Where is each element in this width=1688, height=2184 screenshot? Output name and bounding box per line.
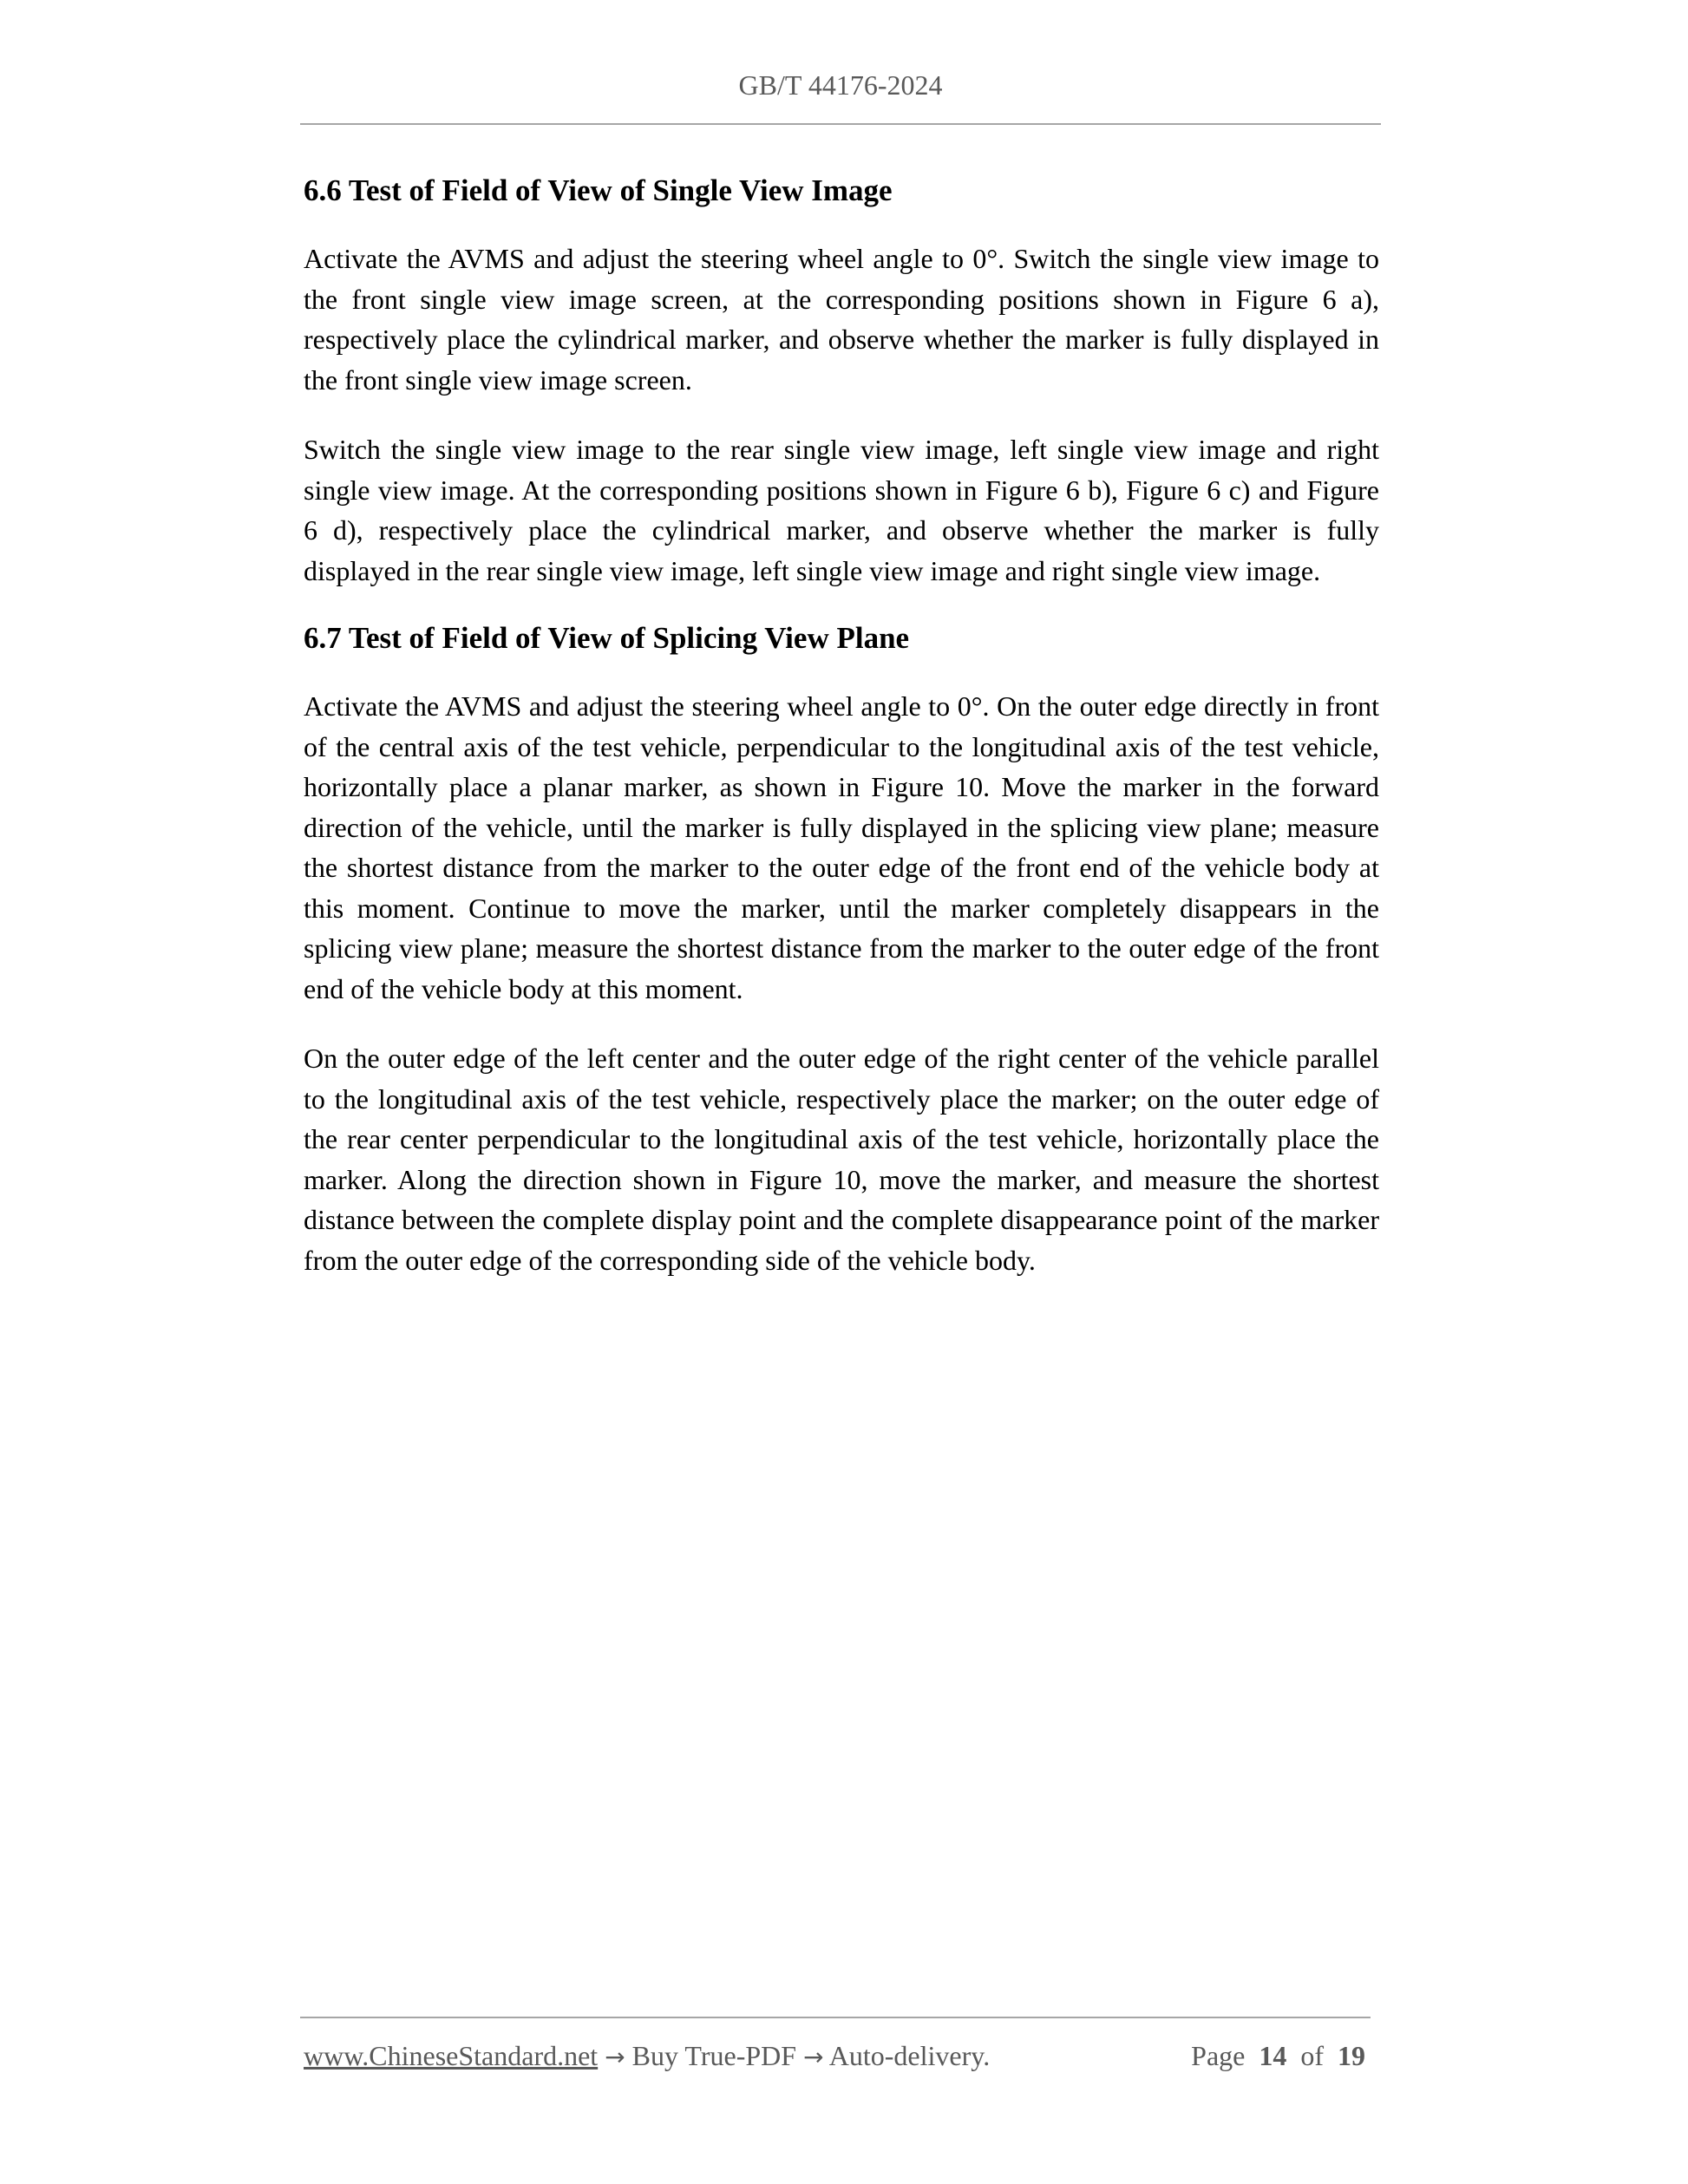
auto-delivery-text: Auto-delivery.: [828, 2040, 991, 2071]
arrow-right-icon: →: [605, 2043, 625, 2071]
document-id: GB/T 44176-2024: [738, 69, 943, 101]
page-header: [300, 68, 1381, 102]
footer-divider: [300, 2017, 1371, 2018]
page-footer: [304, 2037, 1371, 2075]
total-pages: 19: [1338, 2040, 1365, 2071]
page-number: [1191, 2037, 1365, 2075]
document-body: [304, 169, 1379, 1280]
section-6-6-paragraph-1: Activate the AVMS and adjust the steering wheel angle to 0°. Switch the single view image to the front single view image screen, at the corresponding positions shown in Figure 6 a), respectively place the cylindrical marker, and observe whether the marker is fully displayed in the front single view image screen.: [304, 243, 1379, 396]
arrow-right-icon: →: [803, 2043, 824, 2071]
section-6-7-paragraph-1: Activate the AVMS and adjust the steering wheel angle to 0°. On the outer edge directly in front of the central axis of the test vehicle, perpendicular to the longitudinal axis of the test vehicle, horizontally place a planar marker, as shown in Figure 10. Move the marker in the forward direction of the vehicle, until the marker is fully displayed in the splicing view plane; measure the shortest distance from the marker to the outer edge of the front end of the vehicle body at this moment. Continue to move the marker, until the marker completely disappears in the splicing view plane; measure the shortest distance from the marker to the outer edge of the front end of the vehicle body at this moment.: [304, 690, 1379, 1004]
buy-pdf-text: Buy True-PDF: [631, 2040, 797, 2071]
of-label: of: [1300, 2040, 1324, 2071]
page-label: Page: [1191, 2040, 1246, 2071]
section-6-7-paragraph-2: On the outer edge of the left center and the outer edge of the right center of the vehicle parallel to the longitudinal axis of the test vehicle, respectively place the marker; on the outer edge of the rear center perpendicular to the longitudinal axis of the test vehicle, horizontally place the marker. Along the direction shown in Figure 10, move the marker, and measure the shortest distance between the complete display point and the complete disappearance point of the marker from the outer edge of the corresponding side of the vehicle body.: [304, 1043, 1379, 1276]
section-heading-6-6: 6.6 Test of Field of View of Single View Image: [304, 173, 893, 207]
header-divider: [300, 123, 1381, 125]
section-6-6-paragraph-2: Switch the single view image to the rear single view image, left single view image and right single view image. At the corresponding positions shown in Figure 6 b), Figure 6 c) and Figure 6 d), respectively place the cylindrical marker, and observe whether the marker is fully displayed in the rear single view image, left single view image and right single view image.: [304, 434, 1379, 586]
footer-promo: [304, 2037, 990, 2076]
website-link[interactable]: www.ChineseStandard.net: [304, 2040, 599, 2071]
current-page: 14: [1259, 2040, 1287, 2071]
section-heading-6-7: 6.7 Test of Field of View of Splicing View Plane: [304, 621, 910, 655]
